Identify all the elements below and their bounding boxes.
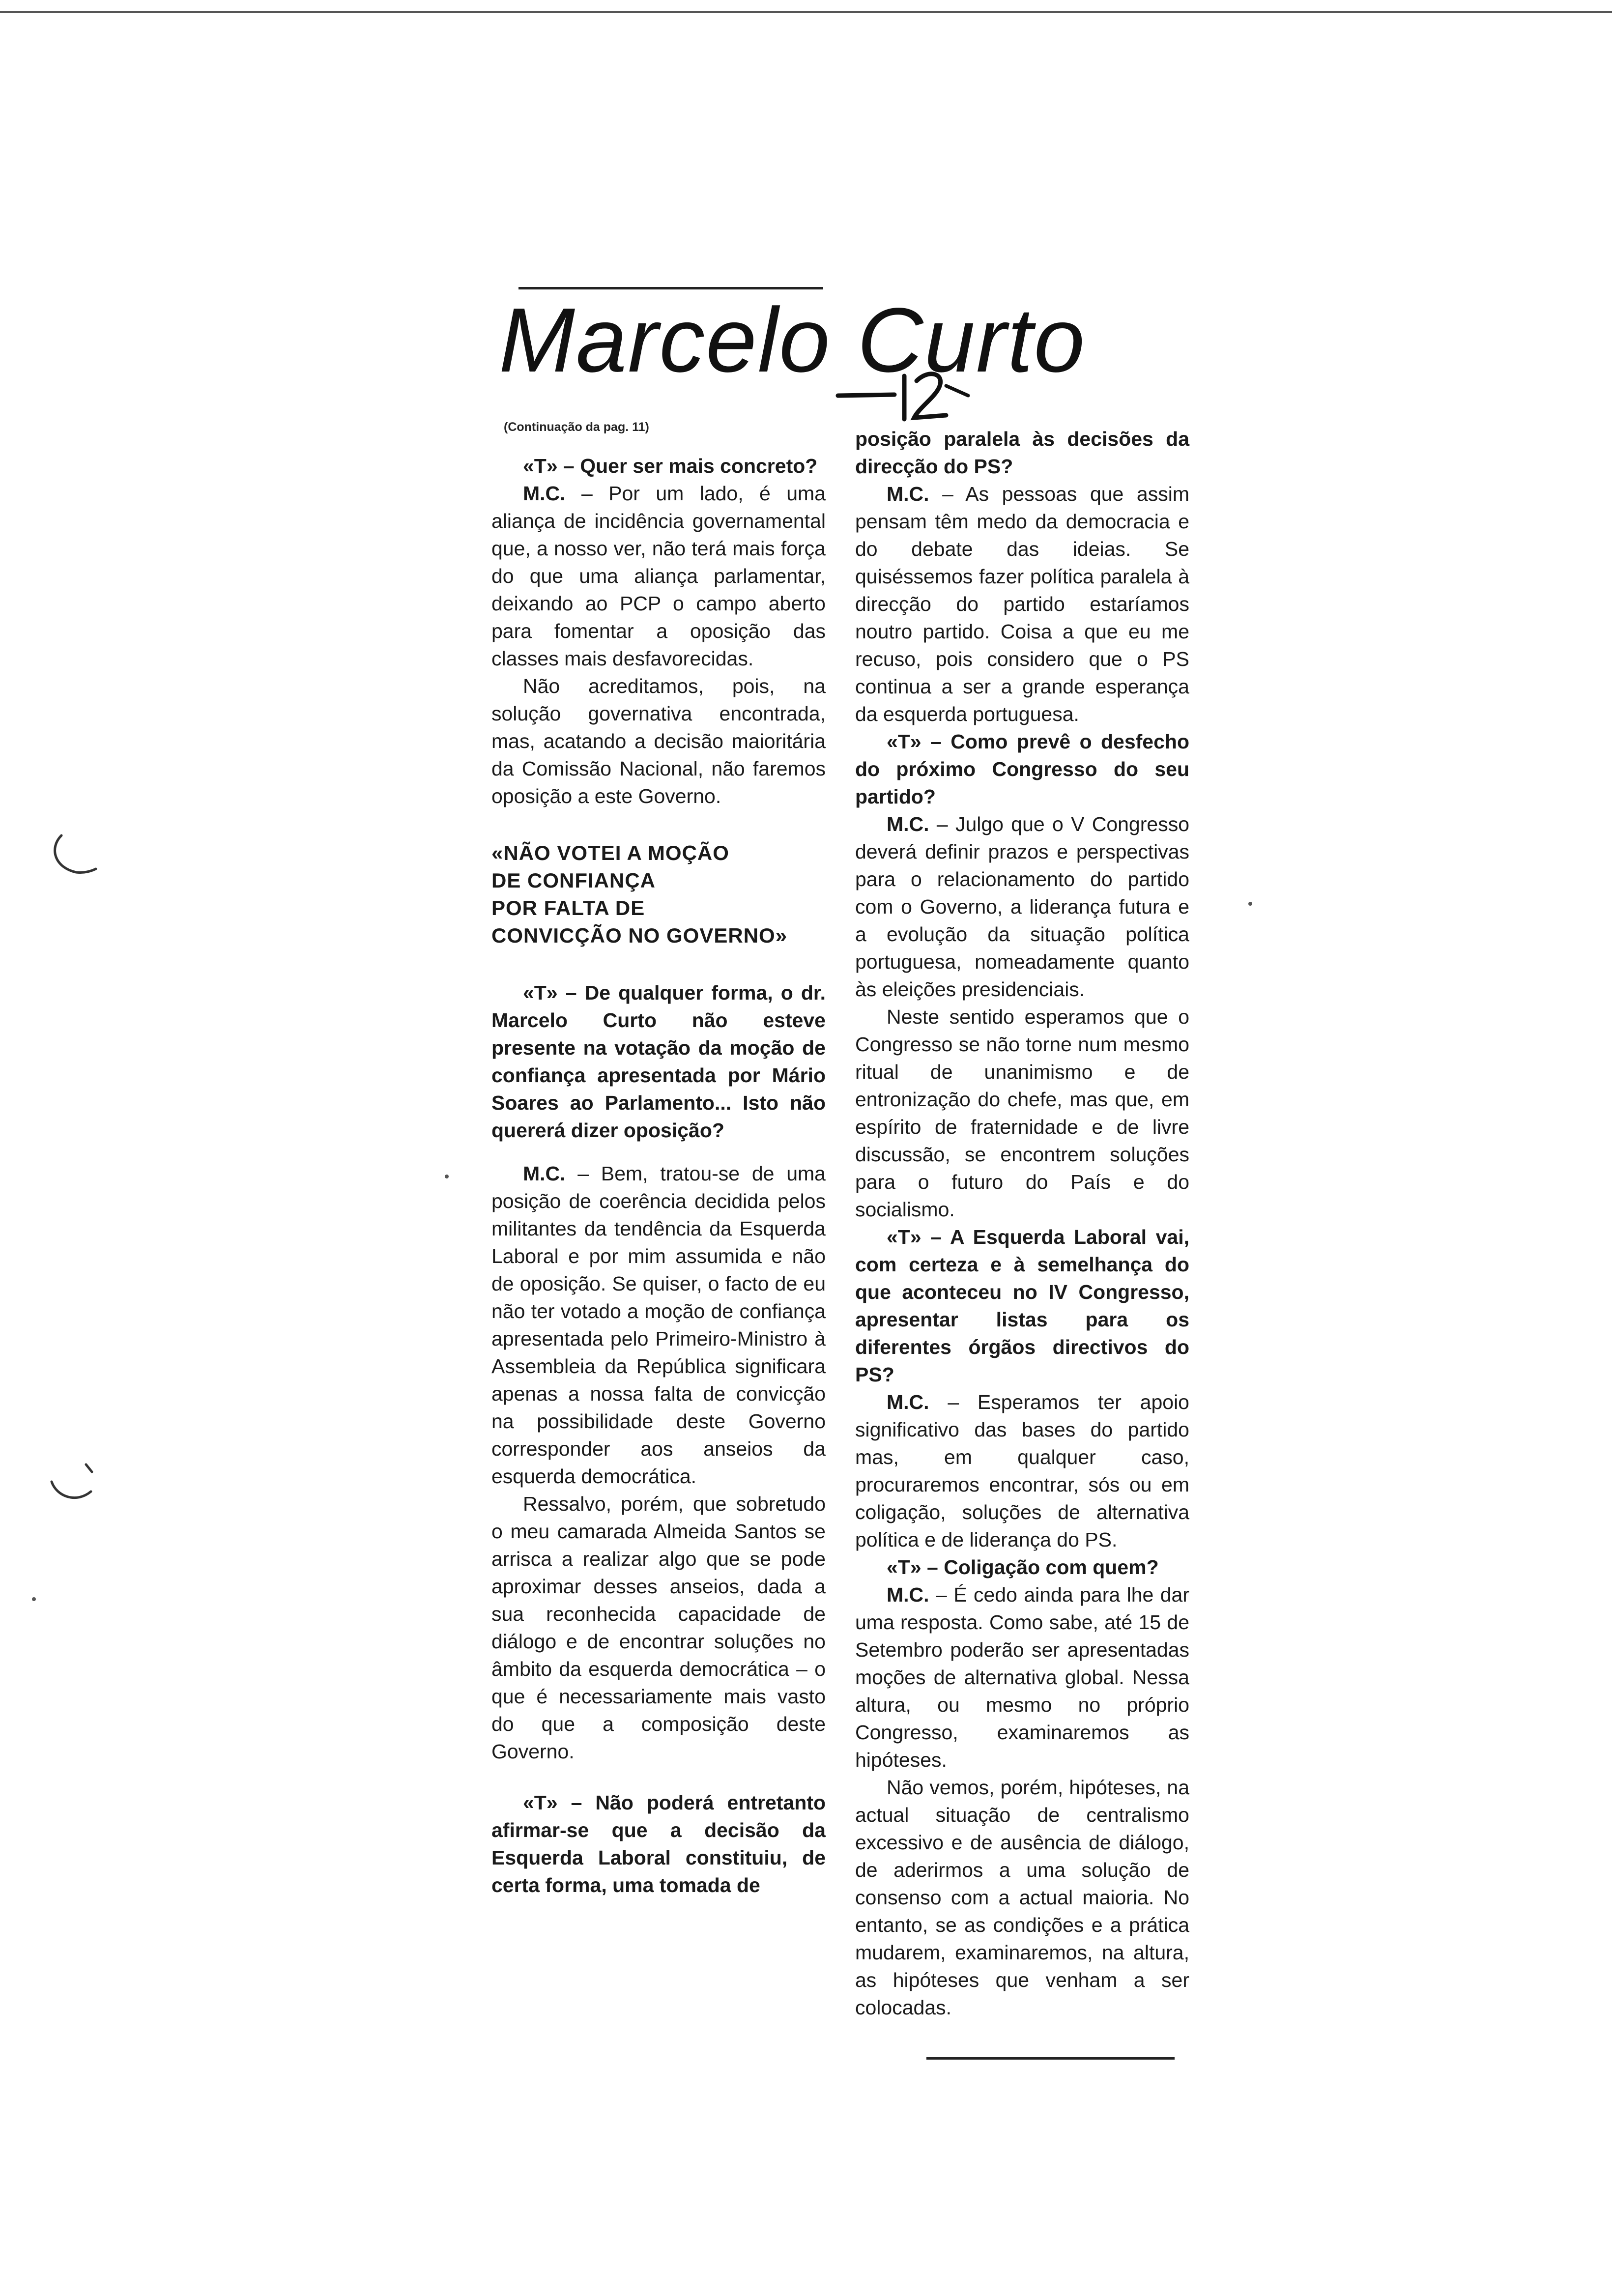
speaker-initials: M.C.	[887, 483, 929, 505]
speaker-initials: M.C.	[887, 813, 929, 835]
continuation-note: (Continuação da pag. 11)	[504, 420, 649, 434]
question: «T» – Não poderá entretanto afirmar-se que a decisão da Esquerda Laboral constituiu, de certa forma, uma tomada de	[491, 1791, 826, 1896]
article-title: Marcelo Curto	[499, 289, 1086, 391]
answer-text: – Por um lado, é uma aliança de incidência governamental que, a nosso ver, não terá mais força do que uma aliança parlamentar, deixando ao PCP o campo aberto para fomentar a oposição das classes mais desfavorecidas.	[491, 482, 826, 670]
answer-text: – Julgo que o V Congresso deverá definir prazos e perspectivas para o relacionamento do partido com o Governo, a liderança futura e a evolução da situação política portuguesa, nomeadamente quanto às eleições presidenciais.	[855, 813, 1189, 1001]
answer-text: – Bem, tratou-se de uma posição de coerência decidida pelos militantes da tendência da Esquerda Laboral e por mim assumida e não de oposição. Se quiser, o facto de eu não ter votado a moção de confiança apresentada pelo Primeiro-Ministro à Assembleia da República significara apenas a nossa falta de convicção na possibilidade deste Governo corresponder aos anseios da esquerda democrática.	[491, 1162, 826, 1488]
subhead-line: POR FALTA DE	[491, 896, 645, 919]
subhead-line: «NÃO VOTEI A MOÇÃO	[491, 841, 729, 864]
question: «T» – Quer ser mais concreto?	[523, 455, 818, 477]
article-column-1	[491, 452, 826, 1899]
answer-text: – As pessoas que assim pensam têm medo da democracia e do debate das ideias. Se quiséssemos fazer política paralela à direcção do partido estaríamos noutro partido. Coisa a que eu me recuso, pois considero que o PS continua a ser a grande esperança da esquerda portuguesa.	[855, 483, 1189, 725]
question: «T» – Coligação com quem?	[887, 1556, 1159, 1578]
subhead-line: DE CONFIANÇA	[491, 869, 656, 892]
answer	[491, 480, 826, 672]
speaker-initials: M.C.	[523, 482, 566, 505]
question: «T» – A Esquerda Laboral vai, com certeza e à semelhança do que aconteceu no IV Congresso, apresentar listas para os diferentes órgãos directivos do PS?	[855, 1226, 1189, 1386]
answer	[491, 1160, 826, 1490]
handwritten-page-number	[835, 366, 993, 425]
answer	[855, 480, 1189, 728]
scan-speck	[445, 1175, 449, 1178]
answer	[855, 810, 1189, 1003]
scan-speck	[1248, 902, 1252, 906]
section-subhead	[491, 839, 826, 949]
answer-text: – Esperamos ter apoio significativo das bases do partido mas, em qualquer caso, procuraremos encontrar, sós ou em coligação, soluções de alternativa política e de liderança do PS.	[855, 1391, 1189, 1551]
question-continued: posição paralela às decisões da direcção do PS?	[855, 428, 1189, 478]
paragraph: Não vemos, porém, hipóteses, na actual situação de centralismo excessivo e de ausência de diálogo, de aderirmos a uma solução de consenso com a actual maioria. No entanto, se as condições e a prática mudarem, examinaremos, na altura, as hipóteses que venham a ser colocadas.	[855, 1776, 1189, 2019]
subhead-line: CONVICÇÃO NO GOVERNO»	[491, 924, 788, 947]
scan-edge-line	[0, 11, 1612, 13]
question: «T» – De qualquer forma, o dr. Marcelo Curto não esteve presente na votação da moção de confiança apresentada por Mário Soares ao Parlamento... Isto não quererá dizer oposição?	[491, 981, 826, 1142]
speaker-initials: M.C.	[887, 1391, 929, 1413]
punch-hole-icon	[47, 1455, 101, 1509]
footer-rule	[926, 2057, 1175, 2060]
paragraph: Neste sentido esperamos que o Congresso se não torne num mesmo ritual de unanimismo e de entronização do chefe, mas que, em espírito de fraternidade e de livre discussão, se encontrem soluções para o futuro do País e do socialismo.	[855, 1005, 1189, 1221]
article-column-2	[855, 425, 1189, 2021]
paragraph: Não acreditamos, pois, na solução governativa encontrada, mas, acatando a decisão maioritária da Comissão Nacional, não faremos oposição a este Governo.	[491, 675, 826, 807]
answer	[855, 1581, 1189, 1774]
question: «T» – Como prevê o desfecho do próximo Congresso do seu partido?	[855, 730, 1189, 808]
scan-speck	[32, 1597, 36, 1601]
answer	[855, 1388, 1189, 1553]
speaker-initials: M.C.	[887, 1583, 929, 1606]
answer-text: – É cedo ainda para lhe dar uma resposta. Como sabe, até 15 de Setembro poderão ser apresentadas moções de alternativa global. Nessa altura, ou mesmo no próprio Congresso, examinaremos as hipóteses.	[855, 1583, 1189, 1771]
speaker-initials: M.C.	[523, 1162, 566, 1185]
punch-hole-icon	[47, 826, 101, 880]
paragraph: Ressalvo, porém, que sobretudo o meu camarada Almeida Santos se arrisca a realizar algo que se pode aproximar desses anseios, dada a sua reconhecida capacidade de diálogo e de encontrar soluções no âmbito da esquerda democrática – o que é necessariamente mais vasto do que a composição deste Governo.	[491, 1492, 826, 1763]
